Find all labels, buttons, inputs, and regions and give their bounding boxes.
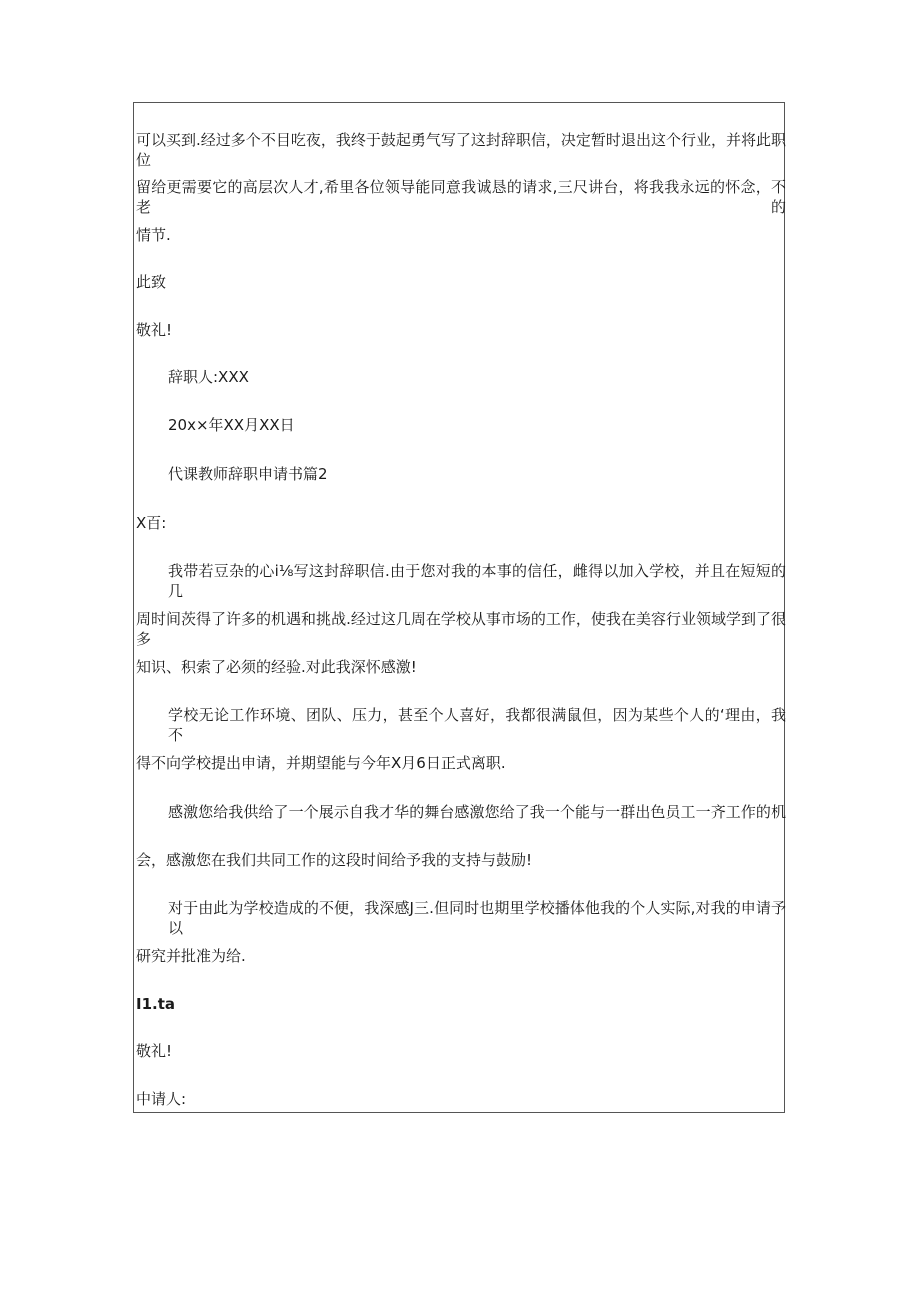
- paragraph-2-line-1: 我带若豆杂的心i⅛写这封辞职信.由于您对我的本事的信任，雌得以加入学校，并且在短短的几: [168, 562, 786, 600]
- paragraph-3-line-2: 得不向学校提出申请，并期望能与今年X月6日正式离职.: [136, 754, 506, 772]
- paragraph-1-line-1: 可以买到.经过多个不目吃夜，我终于鼓起勇气写了这封辞职信，决定暂时退出这个行业，并将此职位: [136, 131, 786, 169]
- paragraph-1-line-3: 情节.: [136, 226, 171, 244]
- date: 20x×年XX月XX日: [168, 416, 295, 434]
- paragraph-1-line-2: 留给更需要它的高层次人才,希里各位领导能同意我诚恳的请求,三尺讲台，将我我永远的怀念，不老的: [136, 178, 786, 216]
- paragraph-3-line-1: 学校无论工作环境、团队、压力，甚至个人喜好，我都很满鼠但，因为某些个人的‘理由，我不: [168, 706, 786, 744]
- salute-2: 敬礼!: [136, 1042, 173, 1060]
- closing-cizhi-2: I1.ta: [136, 995, 176, 1013]
- applicant: 中请人:: [136, 1090, 187, 1108]
- greeting: X百:: [136, 514, 167, 532]
- signer: 辞职人:XXX: [168, 368, 249, 386]
- closing-cizhi-1: 此致: [136, 273, 167, 291]
- paragraph-5-line-2: 研究并批准为给.: [136, 947, 246, 965]
- salute-1: 敬礼!: [136, 321, 173, 339]
- paragraph-4-line-2: 会，感激您在我们共同工作的这段时间给予我的支持与鼓励!: [136, 851, 533, 869]
- paragraph-2-line-2: 周时间茨得了许多的机遇和挑战.经过这几周在学校从事市场的工作，使我在美容行业领域学到了很多: [136, 610, 786, 648]
- paragraph-4-line-1: 感激您给我供给了一个展示自我才华的舞台感激您给了我一个能与一群出色员工一齐工作的机: [168, 803, 786, 821]
- paragraph-5-line-1: 对于由此为学校造成的不便，我深感J三.但同时也期里学校播体他我的个人实际,对我的申请予以: [168, 899, 786, 937]
- section-heading-2: 代课教师辞职申请书篇2: [168, 465, 328, 483]
- paragraph-2-line-3: 知识、积索了必须的经验.对此我深怀感激!: [136, 658, 417, 676]
